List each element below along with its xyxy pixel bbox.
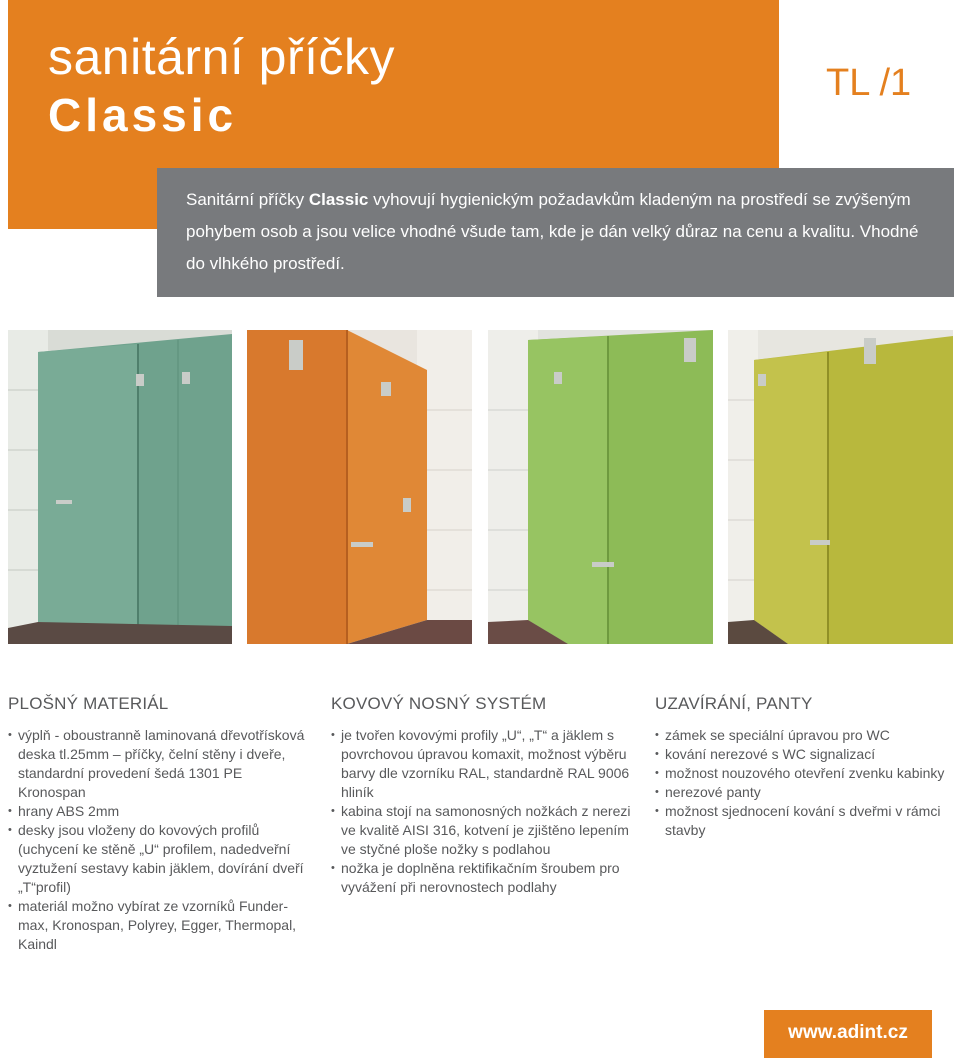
column-heading: UZAVÍRÁNÍ, PANTY (655, 694, 813, 713)
teal-partition-photo (8, 330, 232, 644)
column-material (8, 694, 306, 954)
product-name: Classic (48, 89, 238, 141)
catalog-code: TL /1 (826, 62, 912, 104)
list-item: • desky jsou vloženy do kovových profilů (uchycení ke stěně „U“ profilem, nadedveřní vyztužení sestavy kabin jäklem, dovírání dveří „T“profil) (8, 821, 306, 897)
list-item: • zámek se speciální úpravou pro WC (655, 726, 955, 745)
column-locking-hinges (655, 694, 955, 840)
list-item: • nožka je doplněna rektifikačním šroubem pro vyvážení při nerovnostech podlahy (331, 859, 631, 897)
green-partition-photo (488, 330, 713, 644)
page-title: sanitární příčky (48, 29, 396, 85)
intro-bold: Classic (308, 190, 369, 209)
list-item: • nerezové panty (655, 783, 955, 802)
list-item: • kabina stojí na samonosných nožkách z nerezi ve kvalitě AISI 316, kotvení je zjištěno lepením ve styčné ploše nožky s podlahou (331, 802, 631, 859)
intro-text: Sanitární příčky Classic vyhovují hygienickým požadavkům kladeným na prostředí se zvýšeným pohybem osob a jsou velice vhodné všude tam, kde je dán velký důraz na cenu a kvalitu. Vhodné do vlhkého prostředí. (186, 190, 919, 273)
yellow-partition-photo (728, 330, 953, 644)
column-metal-system (331, 694, 631, 897)
list-item: • výplň - oboustranně laminovaná dřevotřísková deska tl.25mm – příčky, čelní stěny i dveře, standardní provedení šedá 1301 PE Kronospan (8, 726, 306, 802)
column-heading: KOVOVÝ NOSNÝ SYSTÉM (331, 694, 547, 713)
list-item: • možnost sjednocení kování s dveřmi v rámci stavby (655, 802, 955, 840)
list-item: • hrany ABS 2mm (8, 802, 306, 821)
list-item: • materiál možno vybírat ze vzorníků Fundermax, Kronospan, Polyrey, Egger, Thermopal, Kaindl (8, 897, 306, 954)
list-item: • možnost nouzového otevření zvenku kabinky (655, 764, 955, 783)
orange-partition-photo (247, 330, 472, 644)
list-item: • je tvořen kovovými profily „U“, „T“ a jäklem s povrchovou úpravou komaxit, možnost výběru barvy dle vzorníku RAL, standardně RAL 9006 hliník (331, 726, 631, 802)
column-heading: PLOŠNÝ MATERIÁL (8, 694, 169, 713)
website-link[interactable]: www.adint.cz (764, 1010, 932, 1058)
list-item: • kování nerezové s WC signalizací (655, 745, 955, 764)
